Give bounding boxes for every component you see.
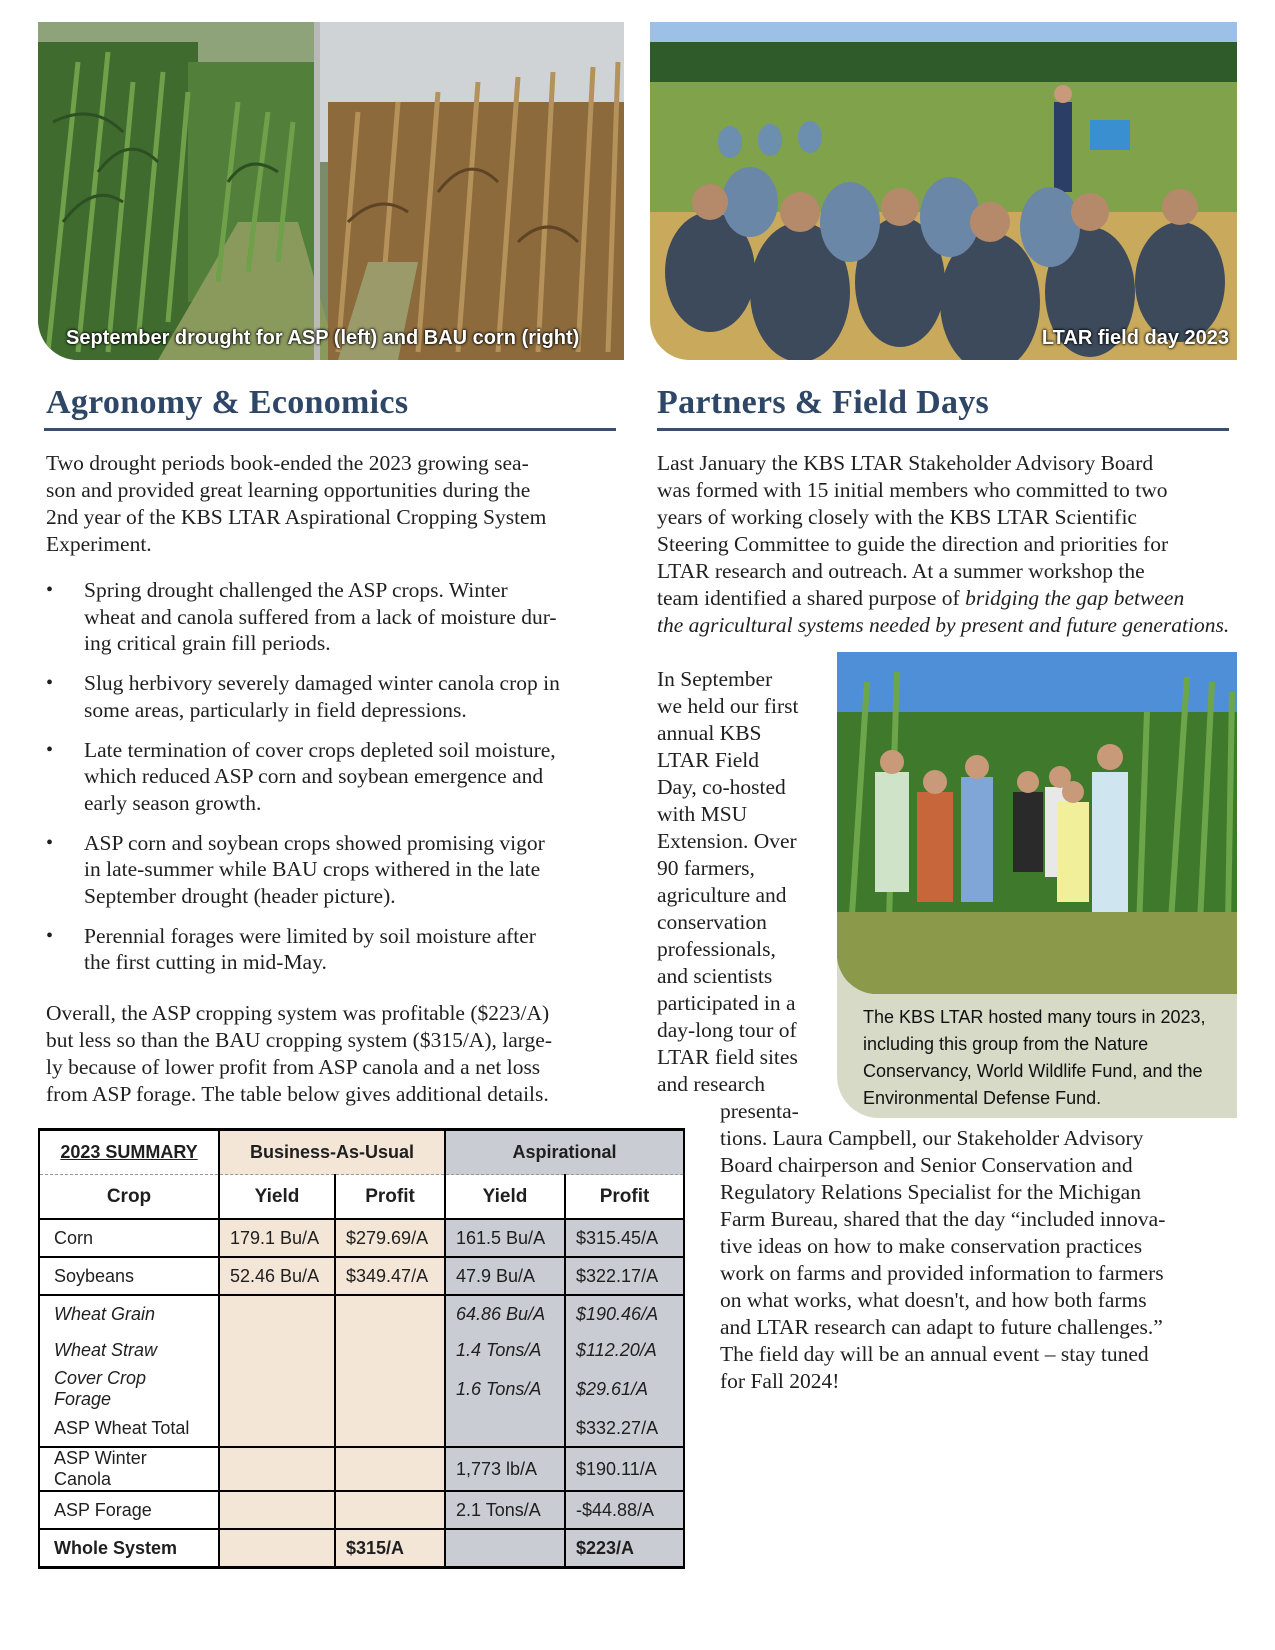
text-line: day-long tour of	[657, 1018, 797, 1042]
text-line: but less so than the BAU cropping system ($315/A), large-	[46, 1028, 552, 1052]
asp-yield-header: Yield	[445, 1175, 565, 1220]
text-line: The field day will be an annual event – stay tuned	[720, 1342, 1149, 1366]
table-row: Whole System $315/A $223/A	[39, 1529, 684, 1568]
text-line: Steering Committee to guide the direction and priorities for	[657, 532, 1169, 556]
crop-column-header: Crop	[39, 1175, 219, 1220]
text-line: on what works, what doesn't, and how both farms	[720, 1288, 1147, 1312]
field-day-photo-caption: LTAR field day 2023	[1041, 327, 1229, 349]
asp-group-header: Aspirational	[445, 1130, 684, 1175]
list-item: • ASP corn and soybean crops showed promising vigor in late-summer while BAU crops withered in the late September drought (header picture).	[46, 830, 636, 910]
text-line: annual KBS	[657, 721, 762, 745]
text-line: team identified a shared purpose of bridging the gap between	[657, 586, 1185, 610]
summary-table	[38, 1128, 685, 1569]
text-line: and LTAR research can adapt to future challenges.”	[720, 1315, 1163, 1339]
text-line: LTAR Field	[657, 748, 760, 772]
list-item: • Spring drought challenged the ASP crops. Winter wheat and canola suffered from a lack of moisture dur- ing critical grain fill periods.	[46, 577, 636, 657]
text-line: and scientists	[657, 964, 773, 988]
text-line: years of working closely with the KBS LTAR Scientific	[657, 505, 1137, 529]
group-photo-caption-box	[837, 652, 1237, 1118]
tour-group-illustration	[837, 652, 1237, 994]
corn-field-illustration	[38, 22, 624, 360]
list-item: • Perennial forages were limited by soil moisture after the first cutting in mid-May.	[46, 923, 636, 976]
drought-corn-photo	[38, 22, 624, 360]
text-line: son and provided great learning opportunities during the	[46, 478, 531, 502]
tour-group-photo	[837, 652, 1237, 994]
drought-photo-caption: September drought for ASP (left) and BAU corn (right)	[66, 327, 580, 349]
group-photo-caption: The KBS LTAR hosted many tours in 2023, including this group from the Nature Conservancy, World Wildlife Fund, and the Environmental Defense Fund.	[863, 1007, 1206, 1108]
text-line: and research	[657, 1072, 766, 1096]
partners-paragraph-1	[657, 450, 1247, 639]
table-row: Cover Crop Forage 1.6 Tons/A $29.61/A	[39, 1368, 684, 1410]
table-row: Corn 179.1 Bu/A $279.69/A 161.5 Bu/A $315.45/A	[39, 1219, 684, 1257]
text-line: ly because of lower profit from ASP canola and a net loss	[46, 1055, 541, 1079]
text-line: work on farms and provided information to farmers	[720, 1261, 1164, 1285]
text-line: was formed with 15 initial members who committed to two	[657, 478, 1168, 502]
text-line: LTAR field sites	[657, 1045, 798, 1069]
bau-group-header: Business-As-Usual	[219, 1130, 445, 1175]
text-line: Day, co-hosted	[657, 775, 786, 799]
agronomy-heading-rule	[44, 428, 616, 431]
text-line: from ASP forage. The table below gives additional details.	[46, 1082, 549, 1106]
field-day-illustration	[650, 22, 1237, 360]
text-line: participated in a	[657, 991, 796, 1015]
text-line: Extension. Over	[657, 829, 797, 853]
table-row: Soybeans 52.46 Bu/A $349.47/A 47.9 Bu/A $322.17/A	[39, 1257, 684, 1295]
field-day-photo	[650, 22, 1237, 360]
text-line: Last January the KBS LTAR Stakeholder Advisory Board	[657, 451, 1154, 475]
agronomy-bullet-list	[46, 577, 636, 989]
table-row: ASP Forage 2.1 Tons/A -$44.88/A	[39, 1491, 684, 1529]
partners-paragraph-2-wide	[720, 1098, 1250, 1395]
text-line: tions. Laura Campbell, our Stakeholder Advisory	[720, 1126, 1144, 1150]
text-line: Regulatory Relations Specialist for the Michigan	[720, 1180, 1141, 1204]
text-line: professionals,	[657, 937, 776, 961]
agronomy-summary	[46, 1000, 636, 1108]
asp-profit-header: Profit	[565, 1175, 684, 1220]
text-line: 90 farmers,	[657, 856, 755, 880]
agronomy-intro	[46, 450, 626, 558]
table-row: ASP Winter Canola 1,773 lb/A $190.11/A	[39, 1447, 684, 1491]
text-line: Two drought periods book-ended the 2023 growing sea-	[46, 451, 529, 475]
text-line: agriculture and	[657, 883, 787, 907]
partners-heading-rule	[657, 428, 1229, 431]
table-title: 2023 SUMMARY	[39, 1130, 219, 1175]
list-item: • Late termination of cover crops depleted soil moisture, which reduced ASP corn and soybean emergence and early season growth.	[46, 737, 636, 817]
table-row: Wheat Straw 1.4 Tons/A $112.20/A	[39, 1332, 684, 1368]
table-row: ASP Wheat Total $332.27/A	[39, 1410, 684, 1447]
text-line: for Fall 2024!	[720, 1369, 840, 1393]
partners-paragraph-2-narrow	[657, 666, 827, 1098]
text-line: with MSU	[657, 802, 748, 826]
text-line: Farm Bureau, shared that the day “included innova-	[720, 1207, 1166, 1231]
text-line: 2nd year of the KBS LTAR Aspirational Cropping System	[46, 505, 547, 529]
bau-profit-header: Profit	[335, 1175, 445, 1220]
text-line: we held our first	[657, 694, 799, 718]
text-line: LTAR research and outreach. At a summer workshop the	[657, 559, 1145, 583]
text-line: tive ideas on how to make conservation practices	[720, 1234, 1143, 1258]
text-line: Overall, the ASP cropping system was profitable ($223/A)	[46, 1001, 550, 1025]
list-item: • Slug herbivory severely damaged winter canola crop in some areas, particularly in field depressions.	[46, 670, 636, 723]
agronomy-heading: Agronomy & Economics	[46, 384, 409, 421]
text-line: Board chairperson and Senior Conservation and	[720, 1153, 1133, 1177]
bau-yield-header: Yield	[219, 1175, 335, 1220]
text-line: presenta-	[720, 1099, 799, 1123]
text-line: In September	[657, 667, 773, 691]
text-line: the agricultural systems needed by present and future generations.	[657, 613, 1230, 637]
text-line: conservation	[657, 910, 767, 934]
text-line: Experiment.	[46, 532, 152, 556]
table-row: Wheat Grain 64.86 Bu/A $190.46/A	[39, 1295, 684, 1332]
partners-heading: Partners & Field Days	[657, 384, 990, 421]
